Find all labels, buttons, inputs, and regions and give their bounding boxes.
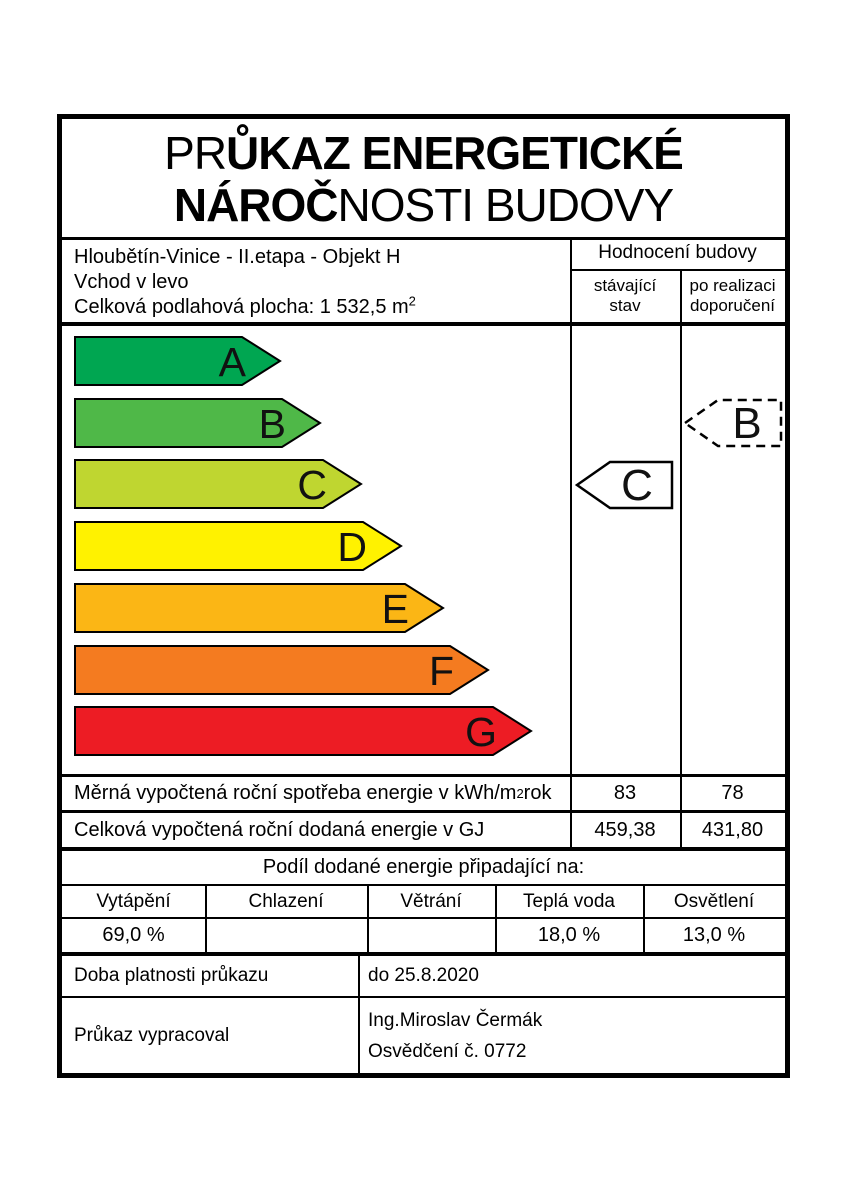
scale-band-d xyxy=(73,520,403,572)
column-header-current-line1: stávající xyxy=(593,276,657,295)
divider xyxy=(680,269,682,847)
building-name: Hloubětín-Vinice - II.etapa - Objekt H xyxy=(74,246,401,268)
title-part: ŮKAZ ENERGETICKÉ xyxy=(226,127,683,179)
scale-band-letter: A xyxy=(218,339,246,385)
scale-band-e xyxy=(73,582,445,634)
title-part: NÁROČ xyxy=(173,179,338,231)
title-part: PR xyxy=(164,127,227,179)
share-header-hot-water: Teplá voda xyxy=(523,890,615,912)
share-value-ventilation xyxy=(367,919,495,952)
current-rating-letter: C xyxy=(621,461,653,510)
scale-band-letter: F xyxy=(428,648,454,694)
value-specific-recommended: 78 xyxy=(721,782,744,804)
scale-band-letter: C xyxy=(297,462,327,508)
divider xyxy=(367,884,369,952)
column-header-current-line2: stav xyxy=(609,296,641,315)
validity-value: do 25.8.2020 xyxy=(368,965,479,986)
share-value-heating: 69,0 % xyxy=(102,924,165,946)
scale-band-shape xyxy=(75,646,488,694)
scale-band-letter: D xyxy=(337,524,367,570)
row-label-text: rok xyxy=(523,782,552,804)
author-label: Průkaz vypracoval xyxy=(74,1024,230,1046)
certificate-title-line1 xyxy=(62,127,785,179)
share-header-ventilation: Větrání xyxy=(400,890,462,912)
scale-band-shape xyxy=(75,707,531,755)
share-header-lighting: Osvětlení xyxy=(673,890,755,912)
rating-scale xyxy=(62,324,785,774)
column-header-recommended-line2: doporučení xyxy=(689,296,776,315)
row-label-text: Měrná vypočtená roční spotřeba energie v kWh/m xyxy=(74,782,517,804)
recommended-rating-arrow xyxy=(683,397,784,449)
divider xyxy=(358,952,360,1073)
divider xyxy=(495,884,497,952)
scale-band-a xyxy=(73,335,282,387)
row-label-specific-consumption: Měrná vypočtená roční spotřeba energie v kWh/m 2 rok xyxy=(74,782,552,804)
divider xyxy=(570,237,572,847)
value-specific-current: 83 xyxy=(613,782,637,804)
divider xyxy=(205,884,207,952)
scale-band-letter: E xyxy=(381,586,409,632)
certificate-frame xyxy=(57,114,790,1078)
scale-band-letter: G xyxy=(465,709,497,755)
floor-area-text: Celková podlahová plocha: 1 532,5 m xyxy=(74,296,409,318)
current-rating-arrow xyxy=(575,459,675,511)
share-header-cooling: Chlazení xyxy=(248,890,324,912)
row-label-text: Celková vypočtená roční dodaná energie v GJ xyxy=(74,818,485,841)
validity-label: Doba platnosti průkazu xyxy=(74,965,269,986)
row-label-total-energy xyxy=(74,813,484,847)
column-header-recommended xyxy=(680,271,785,321)
certificate-title-line2 xyxy=(62,179,785,231)
scale-band-c xyxy=(73,458,363,510)
divider xyxy=(643,884,645,952)
title-part: NOSTI BUDOVY xyxy=(337,179,674,231)
building-entrance: Vchod v levo xyxy=(74,271,189,293)
share-table-title: Podíl dodané energie připadající na: xyxy=(262,856,585,878)
column-header-recommended-line1: po realizaci xyxy=(689,276,776,295)
value-total-current: 459,38 xyxy=(594,818,656,841)
scale-band-letter: B xyxy=(258,401,286,447)
author-certification: Osvědčení č. 0772 xyxy=(368,1041,527,1062)
share-value-cooling xyxy=(205,919,367,952)
share-header-heating: Vytápění xyxy=(96,890,171,912)
recommended-rating-letter: B xyxy=(732,399,762,448)
share-value-hot-water: 18,0 % xyxy=(537,924,601,946)
building-floor-area xyxy=(74,295,416,319)
share-value-lighting: 13,0 % xyxy=(682,924,746,946)
value-total-recommended: 431,80 xyxy=(701,818,764,841)
scale-band-g xyxy=(73,705,533,757)
assessment-header: Hodnocení budovy xyxy=(570,237,785,271)
scale-band-f xyxy=(73,644,490,696)
floor-area-sup: 2 xyxy=(408,293,416,309)
column-header-current xyxy=(570,271,680,321)
scale-band-shape xyxy=(75,337,280,385)
scale-band-b xyxy=(73,397,322,449)
author-name: Ing.Miroslav Čermák xyxy=(368,1010,543,1031)
